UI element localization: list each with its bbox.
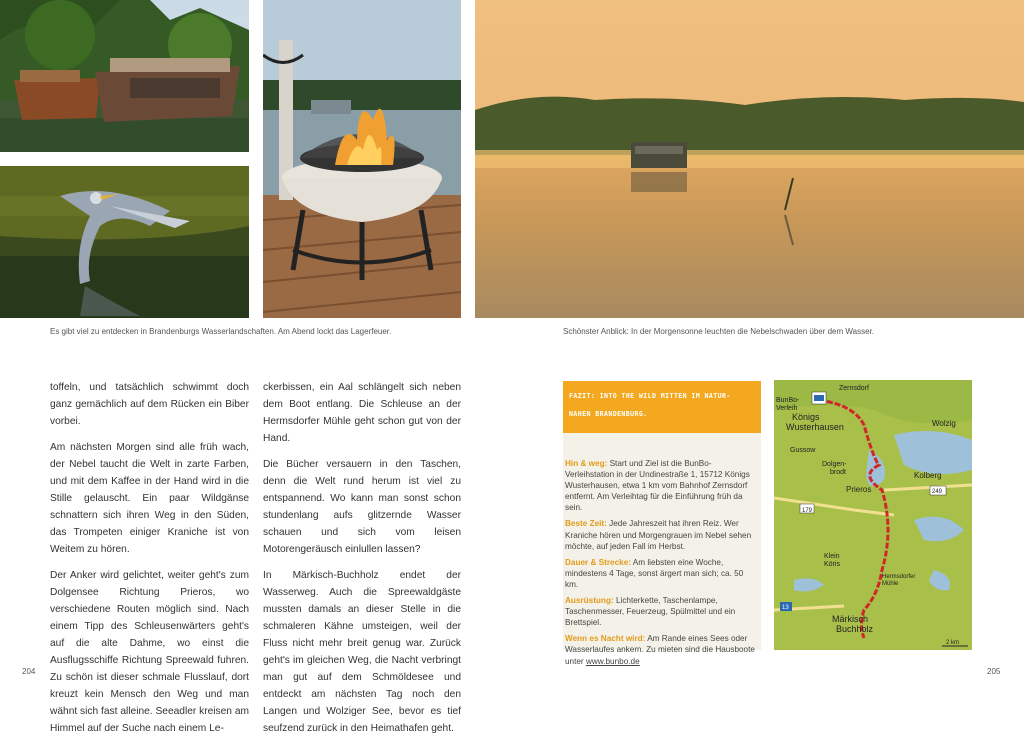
map-label: Märkisch [832, 614, 869, 624]
map-label: Königs [792, 412, 820, 422]
info-hinweg [565, 458, 757, 513]
map-label: BunBo- [776, 397, 800, 404]
info-text: Lichterkette, Taschenlampe, Taschenmesser, Feuerzeug, Spülmittel und ein Brettspiel. [565, 596, 736, 628]
map-label: Wusterhausen [786, 422, 844, 432]
map-label: Prieros [846, 485, 872, 494]
info-label: Hin & weg: [565, 459, 608, 468]
paragraph: toffeln, und tatsächlich schwimmt doch ganz gemächlich auf dem Rücken ein Biber vorbei. [50, 382, 249, 427]
map-label: Mühle [882, 581, 899, 587]
bunbo-link[interactable]: www.bunbo.de [585, 656, 640, 666]
info-text: Am liebsten eine Woche, mindestens 4 Tage, sonst ärgert man sich; ca. 50 km. [565, 557, 744, 589]
map-label: Kolberg [914, 471, 942, 480]
photo-ships [0, 0, 249, 152]
fazit-line: FAZIT: INTO THE WILD MITTEN IM NATUR- [569, 392, 731, 400]
caption-right: Schönster Anblick: In der Morgensonne leuchten die Nebelschwaden über dem Wasser. [563, 327, 874, 336]
map-label: Zernsdorf [839, 385, 869, 392]
info-label: Wenn es Nacht wird: [565, 634, 646, 644]
map-label: 13 [782, 605, 789, 611]
info-label: Ausrüstung: [565, 596, 614, 606]
paragraph: In Märkisch-Buchholz endet der Wasserweg. Auch die Spreewaldgäste mussten damals an dieser Stelle in die schmaleren Kähne umsteigen, weil der Fluss nicht mehr breit genug war. Zurück geht's im gleichen Weg, die Nacht verbringt man gut auf dem Schmöldesee und entdeckt am nächsten Tag noch den Langen und Wolziger See, bevor es tief seufzend zurück in den Heimathafen geht. [263, 570, 461, 734]
info-text: Jede Jahreszeit hat ihren Reiz. Wer Kraniche hören und Morgengrauen im Nebel sehen möchte, auf jeden Fall im Herbst. [565, 519, 752, 551]
map-label: Köris [824, 561, 840, 568]
map-label: Wolzig [932, 419, 956, 428]
info-box [563, 433, 761, 666]
photo-firepit [263, 0, 461, 318]
paragraph: Am nächsten Morgen sind alle früh wach, der Nebel taucht die Welt in zarte Farben, und mit dem Kaffee in der Hand wird in die Stille gelauscht. Ein paar Wildgänse schnattern sich ihren Weg in den Süden, das Trompeten einiger Kraniche ist von Weitem zu hören. [50, 442, 249, 555]
map-label: Hermsdorfer [882, 574, 916, 580]
info-label: Beste Zeit: [565, 519, 607, 529]
info-text: Am Rande eines Sees oder Wasserlaufes ankern. Zu mieten sind die Hausboote unter [565, 634, 755, 666]
map-label: brodt [830, 469, 846, 476]
map-label: 249 [932, 489, 943, 495]
info-label: Dauer & Strecke: [565, 557, 631, 567]
map-label: Buchholz [836, 624, 874, 634]
text-column-1 [50, 379, 249, 746]
page-number-left: 204 [22, 667, 36, 676]
paragraph: Der Anker wird gelichtet, weiter geht's zum Dolgensee Richtung Prieros, wo verschiedene Routen möglich sind. Nach einem Tipp des Schleusenwärters geht's auf die alte Dahme, wo einst die Ausflugsschiffe Richtung Spreewald fuhren. Zu schön ist dieser schmale Flusslauf, dort kreuzt kein Mensch den Weg und man wähnt sich fast alleine. Seeadler kreisen am Himmel auf der Suche nach einem Le- [50, 570, 249, 734]
fazit-line: NAHEN BRANDENBURG. [569, 410, 648, 418]
paragraph: ckerbissen, ein Aal schlängelt sich neben dem Boot entlang. Die Schleuse an der Hermsdorfer Mühle geht schon gut von der Hand. [263, 382, 461, 444]
page-number-right: 205 [987, 667, 1001, 676]
paragraph: Die Bücher versauern in den Taschen, denn die Welt rund herum ist viel zu entspannend. Wo kann man sonst schon stundenlang aufs glitzernde Wasser schauen und sich vom leisen Motorengeräusch einlullen lassen? [263, 459, 461, 555]
map-scale-label: 2 km [946, 640, 960, 646]
text-column-2 [263, 379, 461, 746]
map-label: Klein [824, 553, 840, 560]
map-label: Gussow [790, 447, 816, 454]
map-label: Dolgen- [822, 461, 847, 468]
map-label: Verleih [776, 405, 798, 412]
info-dauer [565, 557, 757, 590]
photo-heron [0, 166, 249, 318]
fazit-box [563, 381, 761, 433]
route-map [774, 380, 972, 650]
map-label: 179 [802, 508, 813, 514]
photo-fog-sunrise [475, 0, 1024, 318]
info-ausruestung [565, 595, 757, 628]
info-text: Start und Ziel ist die BunBo-Verleihstation in der Undinestraße 1, 15712 Königs Wusterhausen, etwa 1 km vom Bahnhof Zernsdorf entfernt. Am Verleihtag für die Einführung früh da sein. [565, 459, 750, 513]
info-nacht [565, 633, 757, 666]
caption-left: Es gibt viel zu entdecken in Brandenburgs Wasserlandschaften. Am Abend lockt das Lagerfeuer. [50, 327, 392, 336]
info-beste-zeit [565, 518, 757, 551]
